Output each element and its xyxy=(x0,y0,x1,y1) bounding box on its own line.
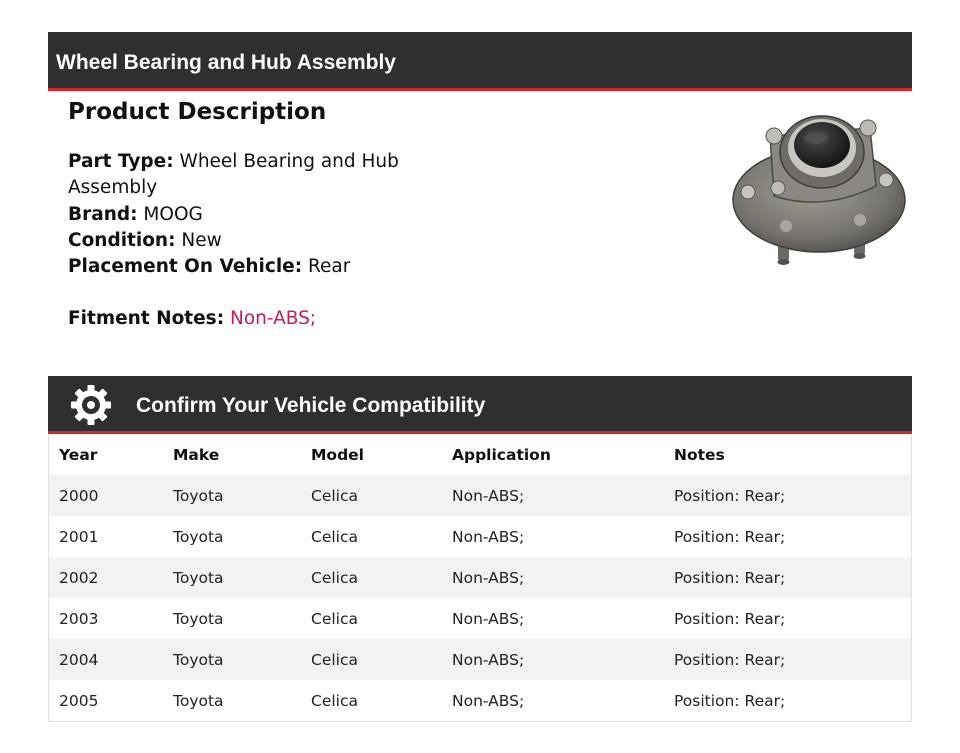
product-description xyxy=(68,96,488,332)
fitment-notes xyxy=(68,306,488,332)
part-type-label: Part Type: xyxy=(68,151,174,172)
cell-model: Celica xyxy=(301,598,442,639)
product-image xyxy=(726,100,908,270)
brand-value: MOOG xyxy=(143,203,203,225)
compatibility-title: Confirm Your Vehicle Compatibility xyxy=(136,394,486,417)
column-header-notes: Notes xyxy=(674,445,725,464)
cell-make: Toyota xyxy=(163,516,301,557)
table-row xyxy=(49,639,912,680)
cell-application: Non-ABS; xyxy=(442,557,664,598)
cell-make: Toyota xyxy=(163,557,301,598)
fitment-label: Fitment Notes: xyxy=(68,308,225,330)
cell-notes: Position: Rear; xyxy=(664,639,912,680)
cell-application: Non-ABS; xyxy=(442,598,664,639)
description-heading: Product Description xyxy=(68,99,327,125)
spec-list xyxy=(68,149,488,280)
table-row xyxy=(49,516,912,557)
cell-application: Non-ABS; xyxy=(442,475,664,516)
cell-year: 2002 xyxy=(49,557,164,598)
cell-make: Toyota xyxy=(163,639,301,680)
table-row xyxy=(49,680,912,722)
fitment-value: Non-ABS; xyxy=(229,308,317,330)
cell-notes: Position: Rear; xyxy=(664,680,912,722)
brand-row xyxy=(68,202,488,228)
cell-application: Non-ABS; xyxy=(442,680,664,722)
column-header-application: Application xyxy=(452,445,551,464)
cell-notes: Position: Rear; xyxy=(664,475,912,516)
brand-label: Brand: xyxy=(68,203,138,225)
placement-row xyxy=(68,254,488,280)
cell-year: 2003 xyxy=(49,598,164,639)
product-title: Wheel Bearing and Hub Assembly xyxy=(56,51,396,74)
cell-make: Toyota xyxy=(163,680,301,722)
cell-year: 2000 xyxy=(49,475,164,516)
cell-make: Toyota xyxy=(163,475,301,516)
table-row xyxy=(49,475,912,516)
placement-label: Placement On Vehicle: xyxy=(68,256,303,278)
table-row xyxy=(49,598,912,639)
cell-notes: Position: Rear; xyxy=(664,557,912,598)
condition-value: New xyxy=(181,229,222,251)
cell-year: 2001 xyxy=(49,516,164,557)
condition-label: Condition: xyxy=(68,229,176,251)
compatibility-table xyxy=(48,434,912,722)
gear-icon xyxy=(70,384,112,426)
cell-notes: Position: Rear; xyxy=(664,598,912,639)
column-header-year: Year xyxy=(59,445,98,464)
cell-model: Celica xyxy=(301,516,442,557)
table-row xyxy=(49,557,912,598)
cell-year: 2004 xyxy=(49,639,164,680)
cell-model: Celica xyxy=(301,475,442,516)
product-title-bar xyxy=(48,32,912,91)
condition-row xyxy=(68,228,488,254)
table-header-row xyxy=(49,434,912,475)
part-type-row xyxy=(68,149,488,202)
cell-application: Non-ABS; xyxy=(442,516,664,557)
part-type-value: Wheel Bearing and Hub Assembly xyxy=(68,151,399,199)
cell-model: Celica xyxy=(301,680,442,722)
cell-notes: Position: Rear; xyxy=(664,516,912,557)
column-header-make: Make xyxy=(173,445,220,464)
cell-application: Non-ABS; xyxy=(442,639,664,680)
cell-make: Toyota xyxy=(163,598,301,639)
placement-value: Rear xyxy=(308,256,351,278)
cell-model: Celica xyxy=(301,557,442,598)
compatibility-bar xyxy=(48,376,912,434)
column-header-model: Model xyxy=(311,445,364,464)
cell-model: Celica xyxy=(301,639,442,680)
cell-year: 2005 xyxy=(49,680,164,722)
